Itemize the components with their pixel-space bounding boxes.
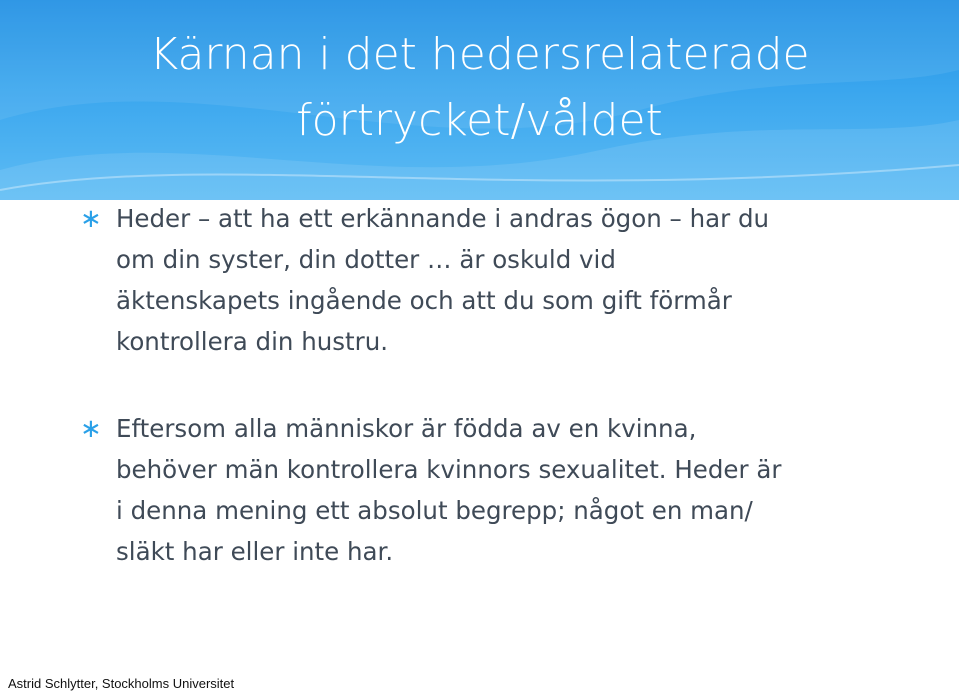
bullet-line: äktenskapets ingående och att du som gift förmår	[116, 286, 732, 315]
bullet-line: släkt har eller inte har.	[116, 537, 394, 566]
asterisk-bullet-icon: ∗	[80, 204, 102, 234]
bullet-item	[80, 408, 880, 572]
bullet-line: i denna mening ett absolut begrepp; något en man/	[116, 496, 753, 525]
slide-title-line-2: förtrycket/våldet	[296, 95, 663, 146]
bullet-line: kontrollera din hustru.	[116, 327, 389, 356]
bullet-line: om din syster, din dotter … är oskuld vid	[116, 245, 616, 274]
bullet-item	[80, 198, 880, 362]
bullet-line: Heder – att ha ett erkännande i andras ögon – har du	[116, 204, 770, 233]
title-banner	[0, 0, 959, 200]
slide-title	[0, 22, 959, 154]
bullet-list	[80, 198, 880, 572]
bullet-line: behöver män kontrollera kvinnors sexualitet. Heder är	[116, 455, 782, 484]
asterisk-bullet-icon: ∗	[80, 414, 102, 444]
bullet-line: Eftersom alla människor är födda av en kvinna,	[116, 414, 697, 443]
footer-credit: Astrid Schlytter, Stockholms Universitet	[8, 676, 235, 691]
slide-title-line-1: Kärnan i det hedersrelaterade	[149, 29, 810, 80]
